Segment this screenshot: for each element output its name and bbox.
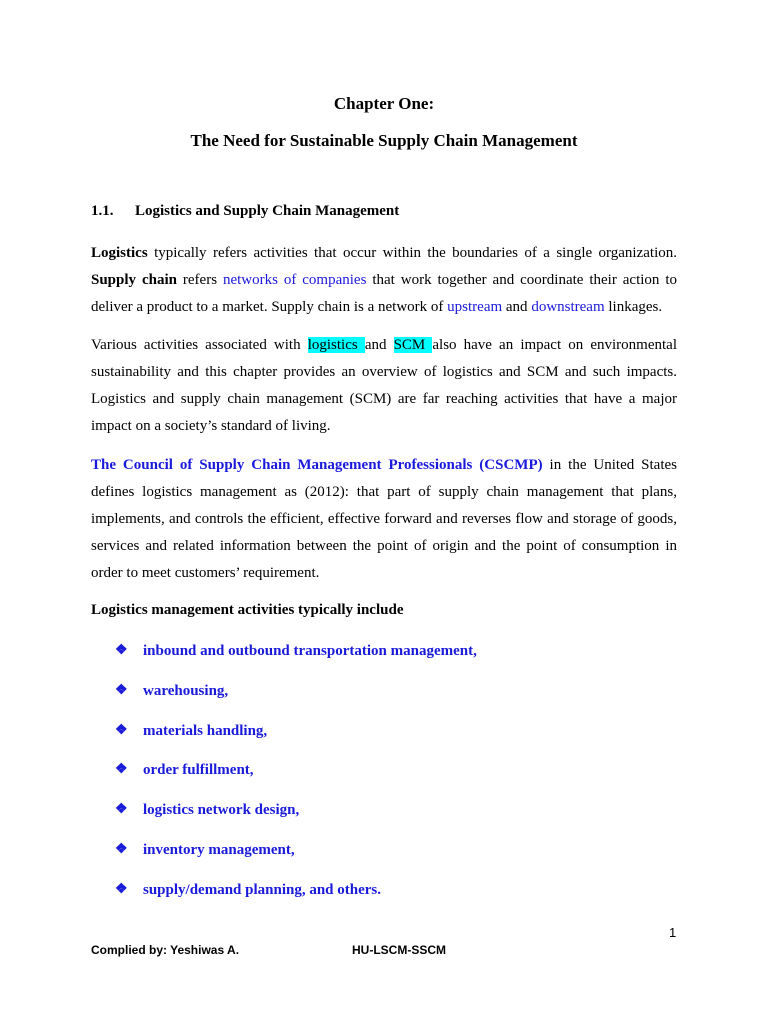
list-item-text: warehousing, <box>143 682 229 699</box>
paragraph-cscmp-definition <box>91 452 677 587</box>
diamond-bullet-icon: ❖ <box>115 841 128 857</box>
paragraph-impact <box>91 332 677 440</box>
list-item-text: materials handling, <box>143 722 268 739</box>
para1-text-d: and <box>502 299 532 315</box>
list-item-text: order fulfillment, <box>143 762 254 779</box>
diamond-bullet-icon: ❖ <box>115 682 128 698</box>
diamond-bullet-icon: ❖ <box>115 762 128 778</box>
list-item <box>115 759 477 799</box>
chapter-title: Chapter One: <box>333 94 435 113</box>
section-heading <box>91 203 399 220</box>
diamond-bullet-icon: ❖ <box>115 802 128 818</box>
link-networks-of-companies[interactable]: networks of companies <box>222 272 367 288</box>
para1-text-c: that work together and coordinate their action to deliver a product to a market. Supply chain is a network of <box>91 272 678 315</box>
list-item-text: inbound and outbound transportation management, <box>143 643 477 659</box>
activities-heading: Logistics management activities typically include <box>91 602 404 618</box>
chapter-subtitle: The Need for Sustainable Supply Chain Management <box>190 131 578 150</box>
highlight-scm: SCM <box>393 337 433 353</box>
link-upstream[interactable]: upstream <box>447 299 503 315</box>
section-number: 1.1. <box>91 203 114 219</box>
para3-text-a: in the United States defines logistics management as (2012): that part of supply chain management that plans, implements, and controls the efficient, effective forward and reverses flow and storage of goods, services and related information between the point of origin and the point of consumption in order to meet customers’ requirement. <box>91 457 678 581</box>
term-logistics: Logistics <box>91 245 148 261</box>
link-downstream[interactable]: downstream <box>531 299 605 315</box>
para2-text-b: and <box>364 337 394 353</box>
diamond-bullet-icon: ❖ <box>115 722 128 738</box>
highlight-logistics: logistics <box>307 337 365 353</box>
list-item <box>115 799 477 839</box>
activities-list <box>115 640 477 919</box>
diamond-bullet-icon: ❖ <box>115 881 128 897</box>
link-cscmp[interactable]: The Council of Supply Chain Management Professionals (CSCMP) <box>91 457 543 473</box>
para2-text-a: Various activities associated with <box>91 337 308 353</box>
paragraph-definitions <box>91 240 677 321</box>
list-item <box>115 839 477 879</box>
diamond-bullet-icon: ❖ <box>115 643 128 658</box>
term-supply-chain: Supply chain <box>91 272 177 288</box>
para1-text-a: typically refers activities that occur within the boundaries of a single organization. <box>147 245 677 261</box>
para2-text-c: also have an impact on environmental sustainability and this chapter provides an overview of logistics and SCM and such impacts. Logistics and supply chain management (SCM) are far reaching activities that have a major impact on a society’s standard of living. <box>91 337 677 434</box>
list-item-text: logistics network design, <box>143 802 300 819</box>
para1-text-b: refers <box>176 272 223 288</box>
footer-course-code: HU-LSCM-SSCM <box>352 943 446 957</box>
list-item-text: supply/demand planning, and others. <box>143 881 382 898</box>
footer-author: Complied by: Yeshiwas A. <box>91 943 240 957</box>
list-item <box>115 879 477 919</box>
para1-text-e: linkages. <box>604 299 663 315</box>
list-item <box>115 680 477 720</box>
section-title: Logistics and Supply Chain Management <box>135 203 400 219</box>
list-item <box>115 640 477 680</box>
list-item-text: inventory management, <box>143 841 295 858</box>
page-number: 1 <box>669 925 677 940</box>
list-item <box>115 720 477 760</box>
